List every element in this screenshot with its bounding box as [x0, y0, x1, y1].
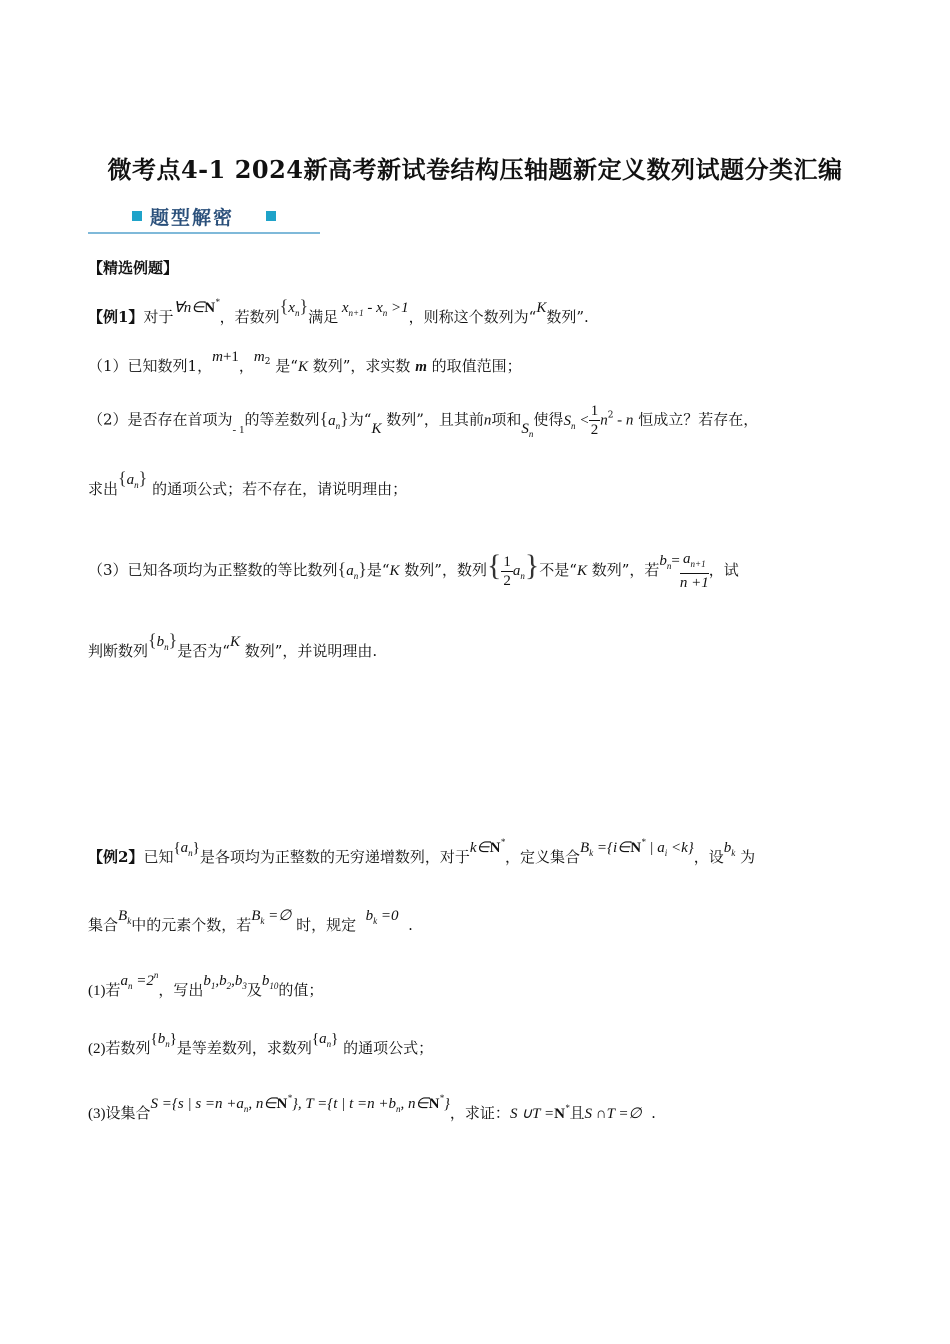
ex1-label: 【例1】	[88, 308, 144, 326]
ex2-label: 【例2】	[88, 848, 144, 866]
page-title: 微考点4-1 2024新高考新试卷结构压轴题新定义数列试题分类汇编	[107, 155, 843, 184]
banner-underline	[88, 232, 320, 234]
ex1-q2: （2）是否存在首项为$_{- 1}$的等差数列$\{a_n\}$为“K 数列”，且其前n项和$S_n$使得$S_n$ < $\frac{1}{2}$ $n^2$ - n 恒成立？若存在，	[88, 403, 759, 439]
ex2-statement-cont: 集合$B_k$中的元素个数，若$B_k$ =∅ 时，规定 $b_k =0$ .	[88, 908, 413, 934]
ex2-q3: (3)设集合S ={s | $s =n +a_n$, n∈N*}, T ={t | $t =n +b_n$, n∈N*}，求证：S ∪T =N*且S ∩T =∅ .	[88, 1093, 656, 1122]
banner-square-icon	[132, 211, 142, 221]
ex1-q2-cont: 求出$\{a_n\}$ 的通项公式；若不存在，请说明理由；	[88, 468, 408, 498]
banner-label: 题型解密	[150, 207, 235, 229]
ex1-q3: （3）已知各项均为正整数的等比数列$\{a_n\}$是“K 数列”，数列{ $\frac{1}{2}$ $a_n$}不是“K 数列”，若$b_n=$ $\frac{a_{n+1}}{n +1}$ ，试	[88, 549, 739, 591]
banner-square-icon	[266, 211, 276, 221]
section-banner	[88, 200, 320, 234]
ex1-statement: 【例1】对于∀n∈N*，若数列$\{x_n\}$满足 $x_{n+1} - x_n >1$，则称这个数列为“K数列”.	[88, 296, 589, 326]
ex2-statement: 【例2】已知$\{a_n\}$是各项均为正整数的无穷递增数列，对于k∈N*，定义集合$B_k$ ={i∈N* | $a_i <k$}，设$b_k$ 为	[88, 837, 756, 866]
ex2-q1: (1)若$a_n =2^n$，写出$b_1,b_2,b_3$及$b_{10}$的值；	[88, 970, 324, 999]
ex1-q3-cont: 判断数列$\{b_n\}$是否为“K 数列”，并说明理由.	[88, 630, 378, 660]
section-label: 【精选例题】	[88, 259, 179, 277]
ex2-q2: (2)若数列$\{b_n\}$是等差数列，求数列$\{a_n\}$ 的通项公式；	[88, 1031, 434, 1057]
ex1-q1: （1）已知数列1，m+1，$m^2$ 是“K 数列”，求实数 m 的取值范围；	[88, 349, 522, 375]
